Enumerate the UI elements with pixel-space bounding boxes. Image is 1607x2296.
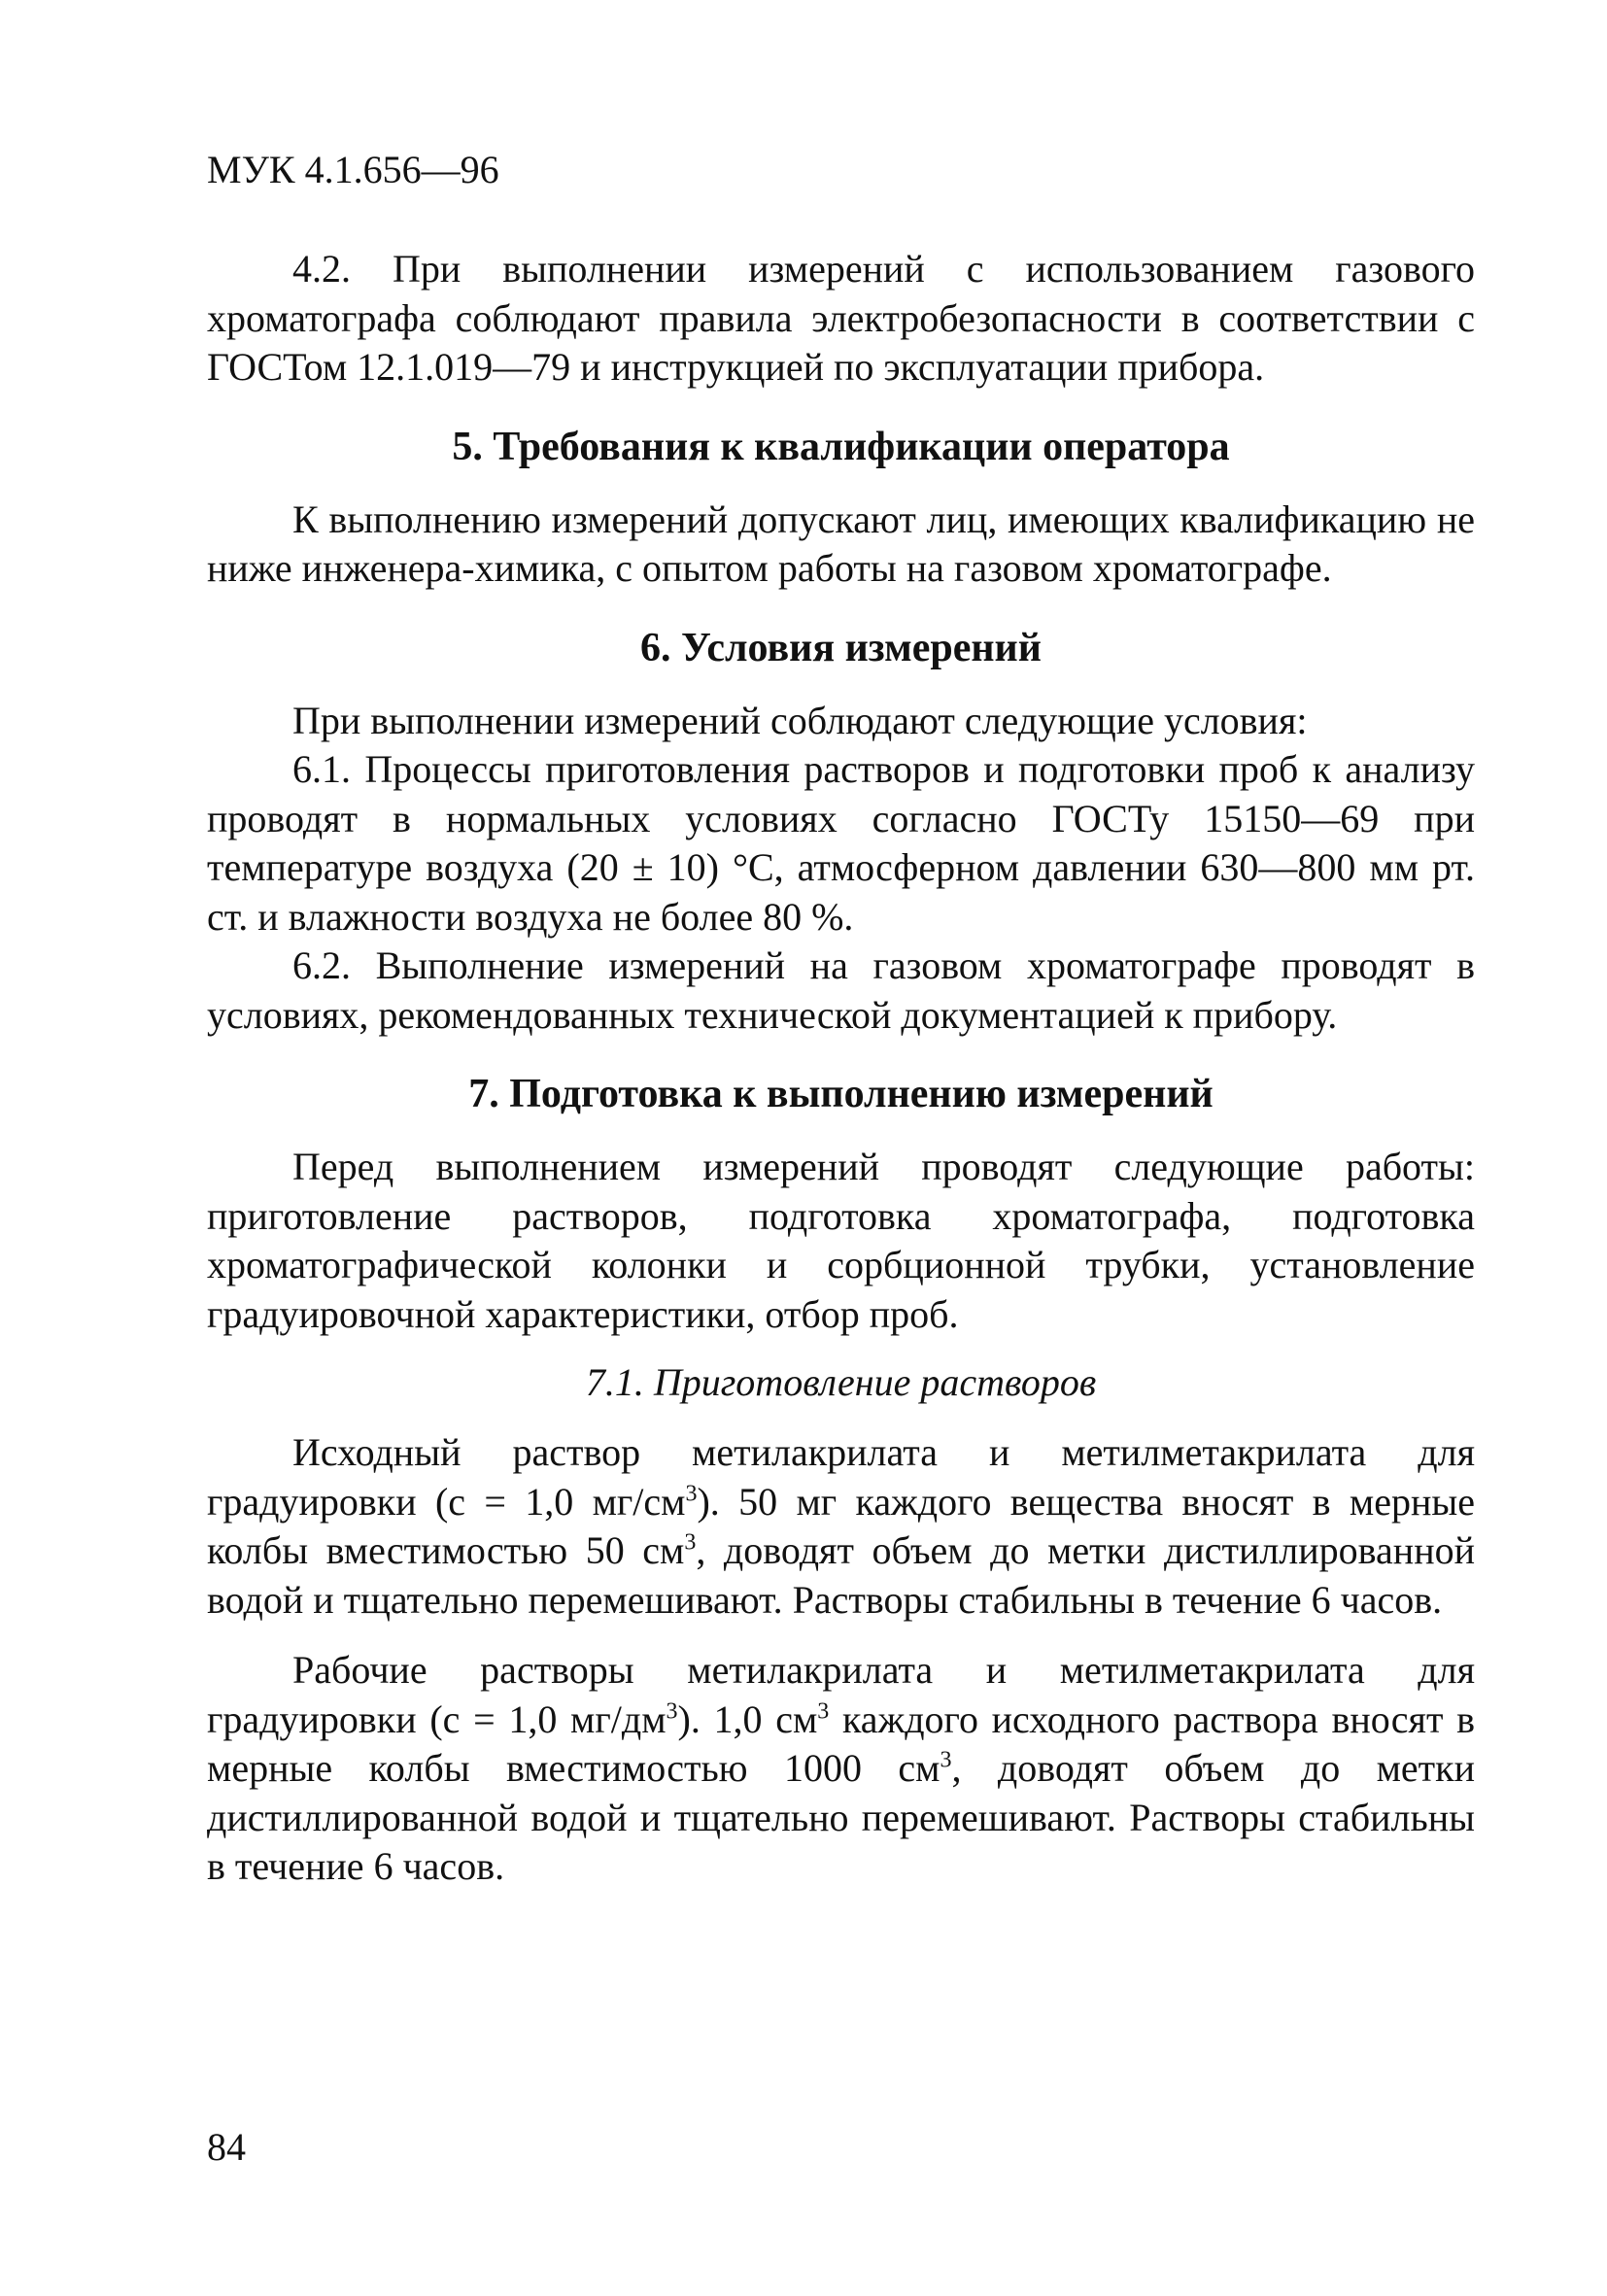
subsection-7-1-heading: 7.1. Приготовление растворов [585,1360,1097,1404]
paragraph-4-2: 4.2. При выполнении измерений с использованием газового хроматографа соблюдают правила электробезопасности в соответствии с ГОСТом 12.1.019—79 и инструкцией по эксплуатации прибора. [207,247,1475,389]
document-code: МУК 4.1.656—96 [207,148,499,191]
working-text-a: Рабочие растворы метилакрилата и метилметакрилата для градуировки (с = 1,0 мг/дм [207,1648,1475,1741]
document-page [207,146,1475,1892]
paragraph-gap [207,1625,1475,1646]
stock-solution-paragraph [207,1428,1475,1625]
working-solution-paragraph [207,1646,1475,1892]
working-text-c: каждого исходного раствора вносят в мерные колбы вместимостью 1000 см [207,1696,1475,1790]
section-6-intro: При выполнении измерений соблюдают следующие условия: [292,698,1308,742]
stock-sup-b: 3 [684,1529,697,1556]
working-text-b: ). 1,0 см [677,1696,818,1741]
section-6-heading: 6. Условия измерений [640,625,1042,670]
stock-text-b: ). 50 мг каждого вещества вносят в мерные колбы вместимостью 50 см [207,1479,1475,1572]
working-sup-c: 3 [940,1747,952,1773]
paragraph-6-2: 6.2. Выполнение измерений на газовом хроматографе проводят в условиях, рекомендованных технической документацией к прибору. [207,943,1475,1037]
section-7-text: Перед выполнением измерений проводят следующие работы: приготовление растворов, подготовка хроматографа, подготовка хроматографической колонки и сорбционной трубки, установление градуировочной характеристики, отбор проб. [207,1145,1475,1336]
stock-text-c: , доводят объем до метки дистиллированной водой и тщательно перемешивают. Растворы стабильны в течение 6 часов. [207,1528,1476,1622]
page-number: 84 [207,2125,246,2169]
working-text-d: , доводят объем до метки дистиллированной водой и тщательно перемешивают. Растворы стабильны в течение 6 часов. [207,1746,1475,1888]
stock-sup-a: 3 [685,1481,698,1507]
stock-text-a: Исходный раствор метилакрилата и метилметакрилата для градуировки (с = 1,0 мг/см [207,1430,1475,1524]
section-7-heading: 7. Подготовка к выполнению измерений [468,1072,1214,1116]
section-5-text: К выполнению измерений допускают лиц, имеющих квалификацию не ниже инженера-химика, с опытом работы на газовом хроматографе. [207,497,1475,590]
paragraph-6-1: 6.1. Процессы приготовления растворов и подготовки проб к анализу проводят в нормальных условиях согласно ГОСТу 15150—69 при температуре воздуха (20 ± 10) °С, атмосферном давлении 630—800 мм рт. ст. и влажности воздуха не более 80 %. [207,747,1475,939]
section-5-heading: 5. Требования к квалификации оператора [452,424,1230,469]
working-sup-b: 3 [817,1698,830,1725]
working-sup-a: 3 [666,1698,678,1725]
